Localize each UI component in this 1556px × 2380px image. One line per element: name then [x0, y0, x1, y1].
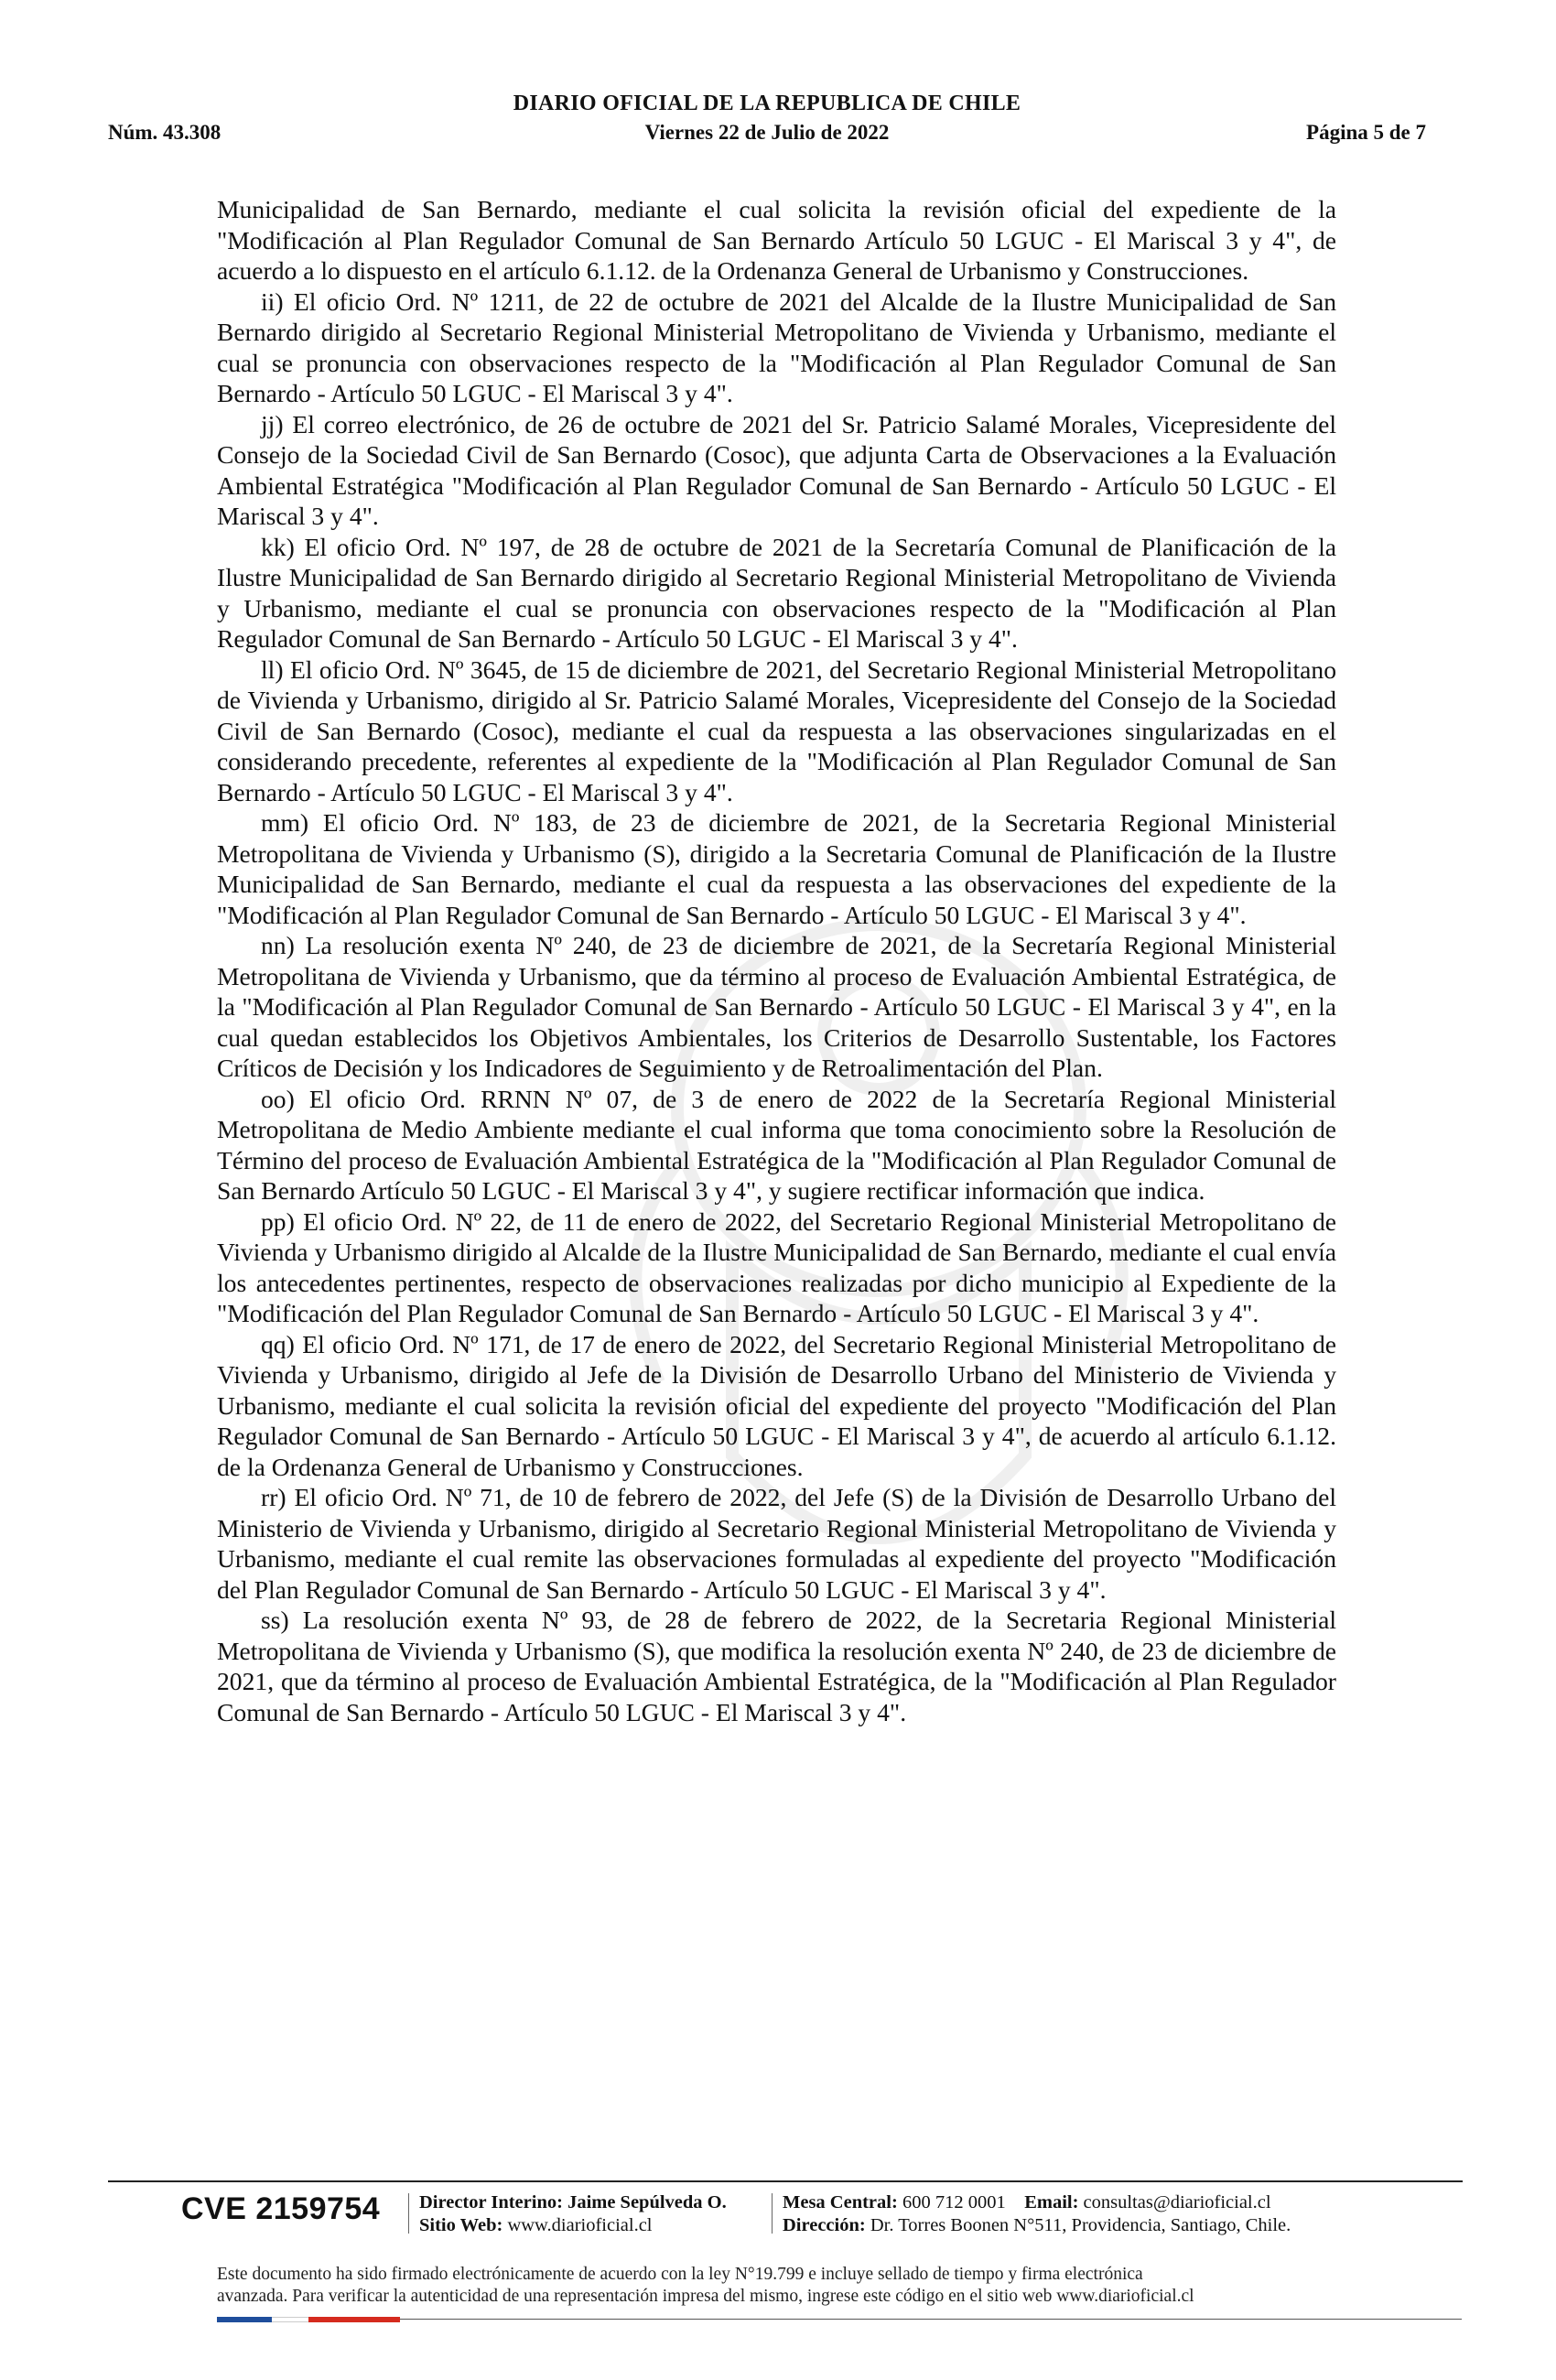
flag-blue-segment — [217, 2317, 272, 2322]
paragraph-oo: oo) El oficio Ord. RRNN Nº 07, de 3 de enero de 2022 de la Secretaría Regional Ministerial Metropolitana de Medio Ambiente mediante el cual informa que toma conocimiento sobre la Resolución de Término del proceso de Evaluación Ambiental Estratégica de la "Modificación al Plan Regulador Comunal de San Bernardo Artículo 50 LGUC - El Mariscal 3 y 4", y sugiere rectificar información que indica. — [217, 1084, 1336, 1205]
director-name: Jaime Sepúlveda O. — [567, 2192, 727, 2212]
document-body — [217, 194, 1336, 1727]
address-value: Dr. Torres Boonen N°511, Providencia, Santiago, Chile. — [870, 2215, 1291, 2235]
website-label: Sitio Web: — [419, 2215, 503, 2235]
disclaimer-line-2: avanzada. Para verificar la autenticidad de una representación impresa del mismo, ingrese este código en el sitio web www.diarioficial.cl — [217, 2287, 1194, 2306]
paragraph-ll: ll) El oficio Ord. Nº 3645, de 15 de diciembre de 2021, del Secretario Regional Ministerial Metropolitano de Vivienda y Urbanismo, dirigido al Sr. Patricio Salamé Morales, Vicepresidente del Consejo de la Sociedad Civil de San Bernardo (Cosoc), mediante el cual da respuesta a las observaciones singularizadas en el considerando precedente, referentes al expediente de la "Modificación al Plan Regulador Comunal de San Bernardo - Artículo 50 LGUC - El Mariscal 3 y 4". — [217, 654, 1336, 806]
paragraph-qq: qq) El oficio Ord. Nº 171, de 17 de enero de 2022, del Secretario Regional Ministerial Metropolitano de Vivienda y Urbanismo, dirigido al Jefe de la División de Desarrollo Urbano del Ministerio de Vivienda y Urbanismo, mediante el cual solicita la revisión oficial del expediente del proyecto "Modificación del Plan Regulador Comunal de San Bernardo - Artículo 50 LGUC - El Mariscal 3 y 4", de acuerdo al artículo 6.1.12. de la Ordenanza General de Urbanismo y Construcciones. — [217, 1329, 1336, 1481]
bottom-divider — [400, 2319, 1462, 2320]
email-link[interactable]: consultas@diarioficial.cl — [1083, 2192, 1271, 2212]
page-number: Página 5 de 7 — [1306, 121, 1426, 144]
page-header — [108, 92, 1426, 156]
paragraph-jj: jj) El correo electrónico, de 26 de octubre de 2021 del Sr. Patricio Salamé Morales, Vicepresidente del Consejo de la Sociedad Civil de San Bernardo (Cosoc), que adjunta Carta de Observaciones a la Evaluación Ambiental Estratégica "Modificación al Plan Regulador Comunal de San Bernardo - Artículo 50 LGUC - El Mariscal 3 y 4". — [217, 409, 1336, 530]
paragraph-nn: nn) La resolución exenta Nº 240, de 23 de diciembre de 2021, de la Secretaría Regional Ministerial Metropolitana de Vivienda y Urbanismo, que da término al proceso de Evaluación Ambiental Estratégica, de la "Modificación al Plan Regulador Comunal de San Bernardo - Artículo 50 LGUC - El Mariscal 3 y 4", en la cual quedan establecidos los Objetivos Ambientales, los Criterios de Desarrollo Sustentable, los Factores Críticos de Decisión y los Indicadores de Seguimiento y de Retroalimentación del Plan. — [217, 931, 1336, 1082]
footer-separator — [408, 2193, 409, 2234]
email-label: Email: — [1024, 2192, 1079, 2212]
paragraph-continuation: Municipalidad de San Bernardo, mediante el cual solicita la revisión oficial del expediente de la "Modificación al Plan Regulador Comunal de San Bernardo Artículo 50 LGUC - El Mariscal 3 y 4", de acuerdo a lo dispuesto en el artículo 6.1.12. de la Ordenanza General de Urbanismo y Construcciones. — [217, 195, 1336, 285]
cve-code: CVE 2159754 — [181, 2191, 381, 2226]
director-label: Director Interino: — [419, 2192, 563, 2212]
electronic-signature-disclaimer — [217, 2264, 1343, 2308]
flag-color-bar — [217, 2317, 400, 2322]
issue-date: Viernes 22 de Julio de 2022 — [644, 121, 890, 144]
footer-separator — [772, 2193, 773, 2234]
page-footer — [108, 2186, 1463, 2245]
phone-value: 600 712 0001 — [902, 2192, 1006, 2212]
footer-director-block — [419, 2191, 727, 2237]
paragraph-kk: kk) El oficio Ord. Nº 197, de 28 de octubre de 2021 de la Secretaría Comunal de Planificación de la Ilustre Municipalidad de San Bernardo dirigido al Secretario Regional Ministerial Metropolitano de Vivienda y Urbanismo, mediante el cual se pronuncia con observaciones respecto de la "Modificación al Plan Regulador Comunal de San Bernardo - Artículo 50 LGUC - El Mariscal 3 y 4". — [217, 532, 1336, 653]
paragraph-ss: ss) La resolución exenta Nº 93, de 28 de febrero de 2022, de la Secretaria Regional Ministerial Metropolitana de Vivienda y Urbanismo (S), que modifica la resolución exenta Nº 240, de 23 de diciembre de 2021, que da término al proceso de Evaluación Ambiental Estratégica, de la "Modificación al Plan Regulador Comunal de San Bernardo - Artículo 50 LGUC - El Mariscal 3 y 4". — [217, 1606, 1336, 1726]
issue-number: Núm. 43.308 — [108, 121, 222, 144]
paragraph-mm: mm) El oficio Ord. Nº 183, de 23 de diciembre de 2021, de la Secretaria Regional Ministerial Metropolitana de Vivienda y Urbanismo (S), dirigido a la Secretaria Comunal de Planificación de la Ilustre Municipalidad de San Bernardo, mediante el cual da respuesta a las observaciones del expediente de la "Modificación al Plan Regulador Comunal de San Bernardo - Artículo 50 LGUC - El Mariscal 3 y 4". — [217, 808, 1336, 929]
flag-red-segment — [308, 2317, 400, 2322]
paragraph-pp: pp) El oficio Ord. Nº 22, de 11 de enero de 2022, del Secretario Regional Ministerial Metropolitano de Vivienda y Urbanismo dirigido al Alcalde de la Ilustre Municipalidad de San Bernardo, mediante el cual envía los antecedentes pertinentes, respecto de observaciones realizadas por dicho municipio al Expediente de la "Modificación del Plan Regulador Comunal de San Bernardo - Artículo 50 LGUC - El Mariscal 3 y 4". — [217, 1206, 1336, 1327]
address-label: Dirección: — [783, 2215, 866, 2235]
footer-divider — [108, 2180, 1463, 2182]
paragraph-rr: rr) El oficio Ord. Nº 71, de 10 de febrero de 2022, del Jefe (S) de la División de Desarrollo Urbano del Ministerio de Vivienda y Urbanismo, dirigido al Secretario Regional Ministerial Metropolitano de Vivienda y Urbanismo, mediante el cual remite las observaciones formuladas al expediente del proyecto "Modificación del Plan Regulador Comunal de San Bernardo - Artículo 50 LGUC - El Mariscal 3 y 4". — [217, 1483, 1336, 1604]
flag-white-segment — [272, 2317, 308, 2322]
newspaper-title: DIARIO OFICIAL DE LA REPUBLICA DE CHILE — [513, 92, 1021, 115]
website-link[interactable]: www.diarioficial.cl — [507, 2215, 653, 2235]
phone-label: Mesa Central: — [783, 2192, 898, 2212]
disclaimer-line-1: Este documento ha sido firmado electrónicamente de acuerdo con la ley N°19.799 e incluye sellado de tiempo y firma electrónica — [217, 2265, 1143, 2284]
paragraph-ii: ii) El oficio Ord. Nº 1211, de 22 de octubre de 2021 del Alcalde de la Ilustre Municipalidad de San Bernardo dirigido al Secretario Regional Ministerial Metropolitano de Vivienda y Urbanismo, mediante el cual se pronuncia con observaciones respecto de la "Modificación al Plan Regulador Comunal de San Bernardo - Artículo 50 LGUC - El Mariscal 3 y 4". — [217, 287, 1336, 407]
footer-contact-block — [783, 2191, 1291, 2237]
